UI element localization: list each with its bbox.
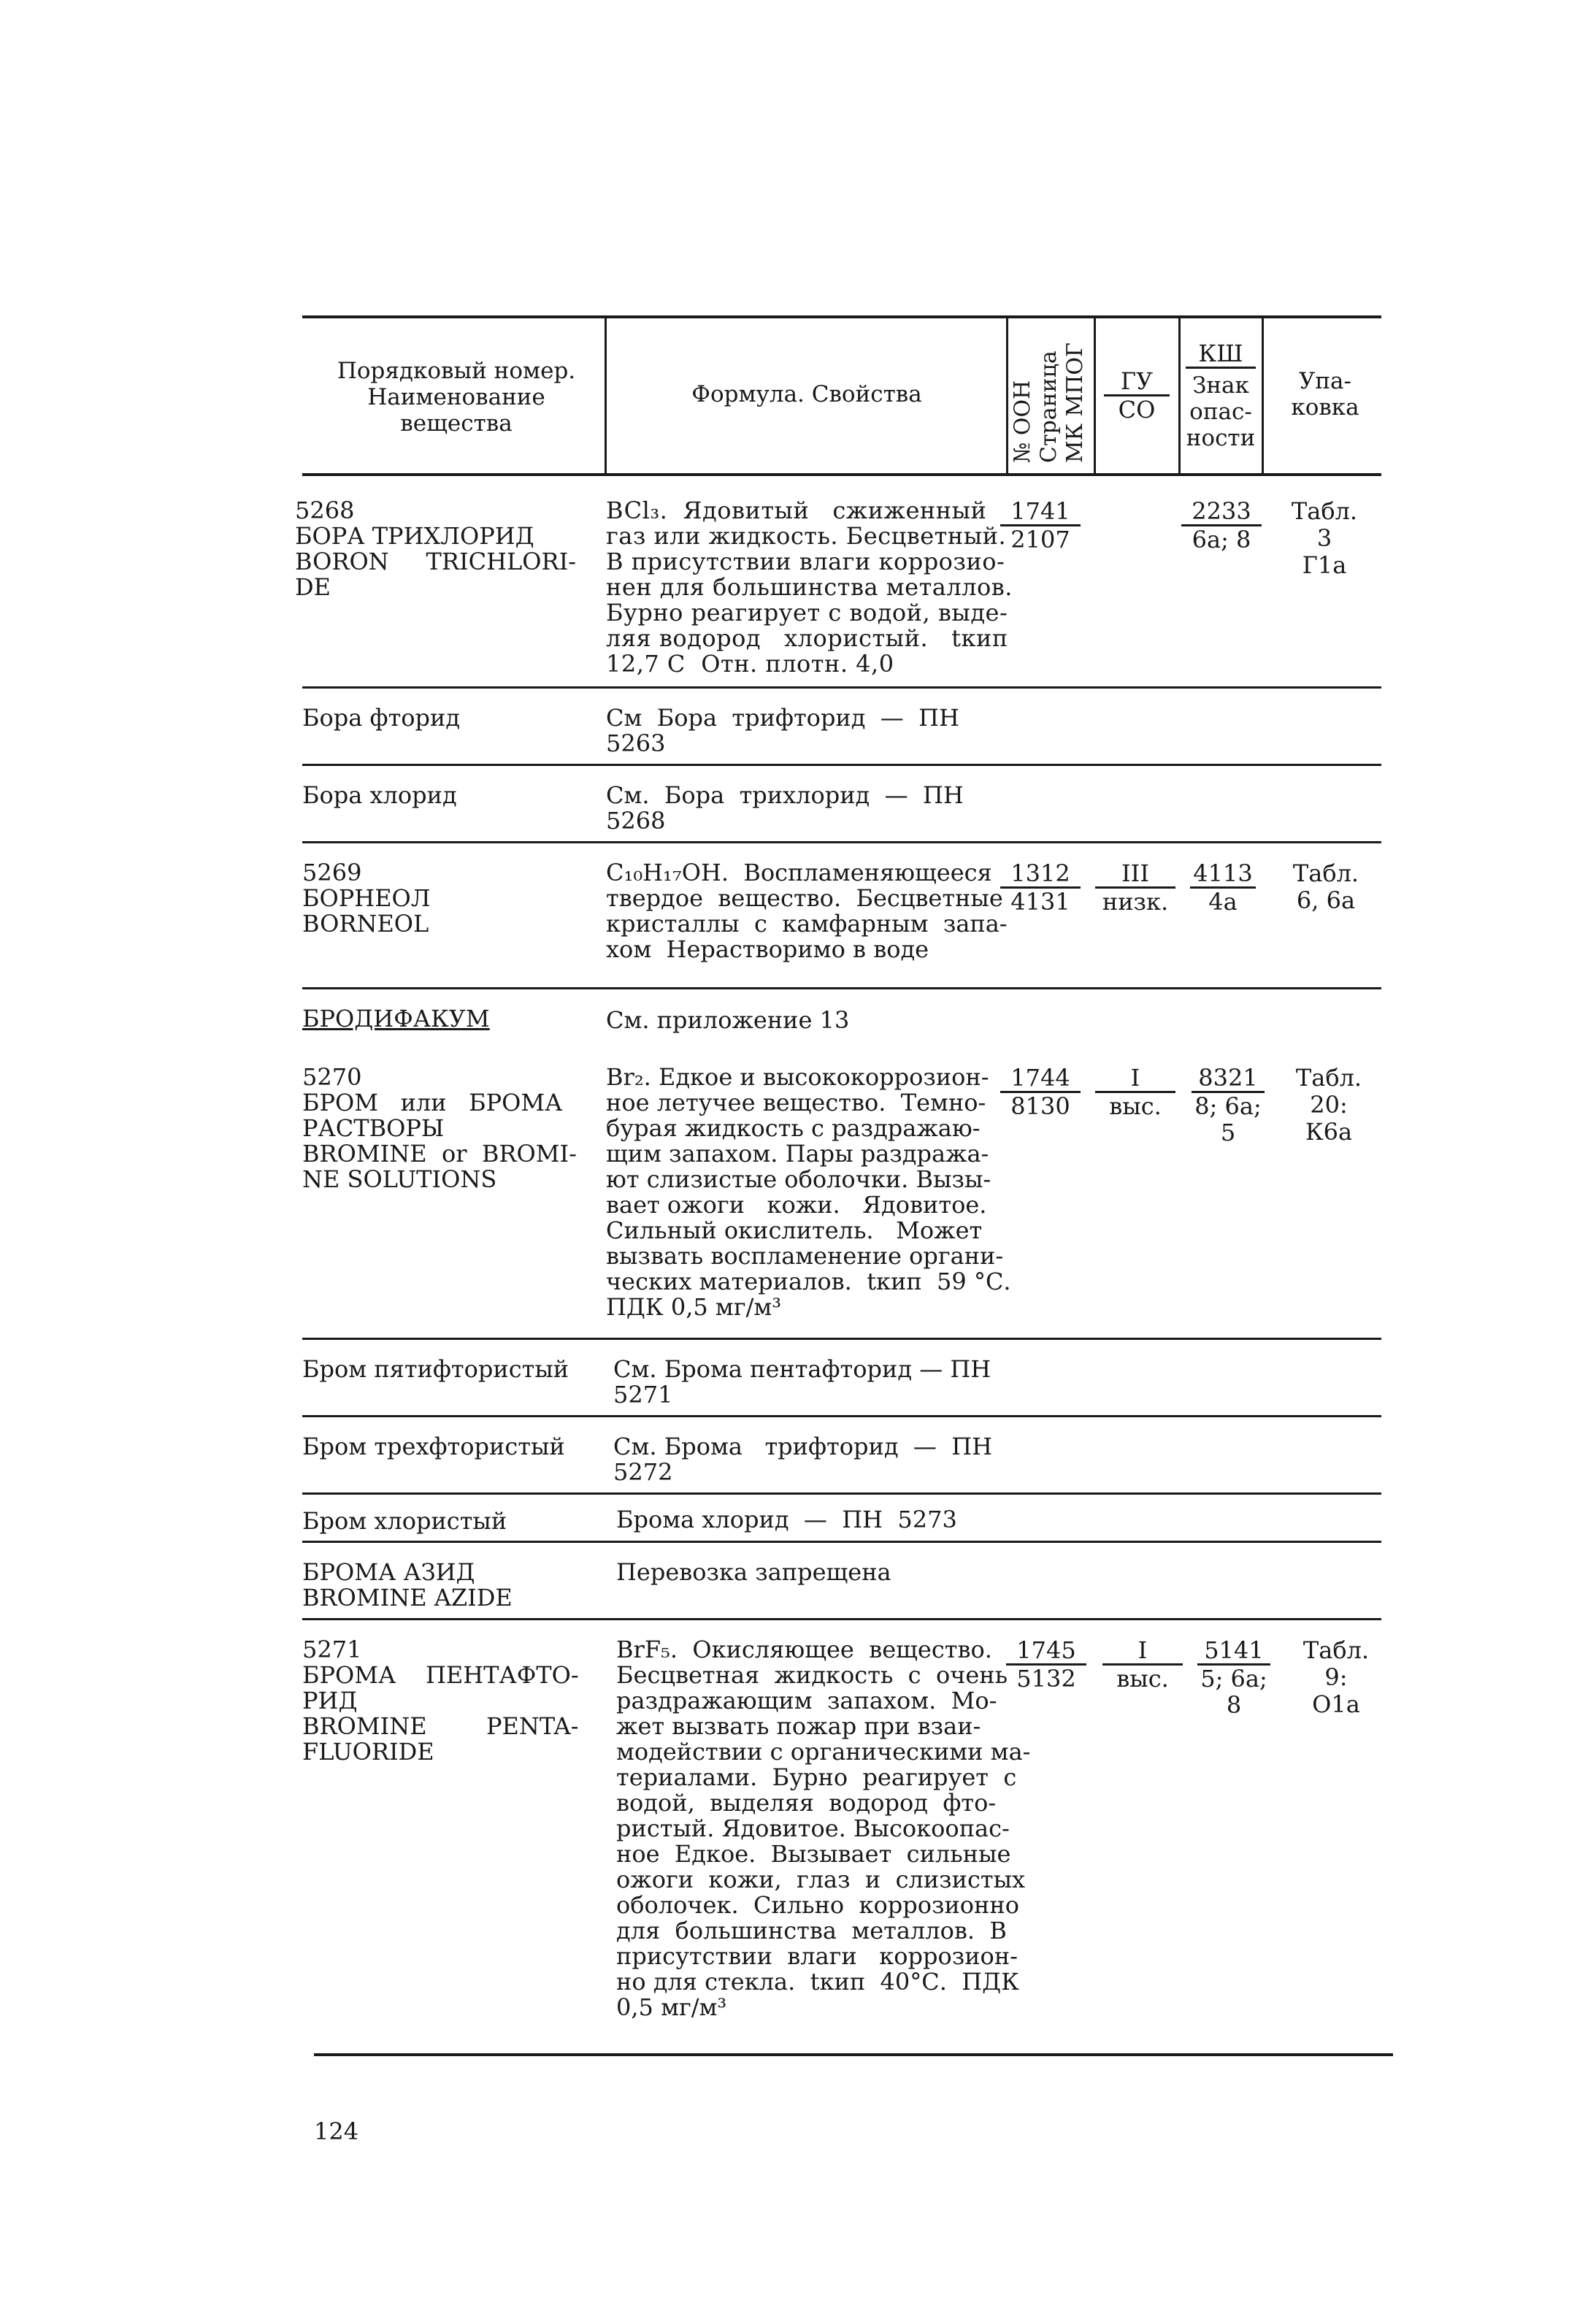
entry-5268-un: $\frac{1741}{2107}$ (1000, 498, 1081, 553)
entry-5269-name: 5269 БОРНЕОЛ BORNEOL (302, 859, 431, 938)
entry-5268-ksh: 2233 6а; 8 (1181, 498, 1262, 553)
entry-bora-hlorid-name: Бора хлорид (302, 781, 457, 809)
header-gu: ГУ (1104, 368, 1170, 396)
header-col-page: Страница (1036, 350, 1062, 463)
entry-bora-ftorid-name: Бора фторид (302, 704, 461, 732)
entry-5270-props: Br₂. Едкое и высококоррозион- ное летучее вещество. Темно- бурая жидкость с раздражаю- щим запахом. Пары раздража- ют слизистые оболочки. Вызы- вает ожоги кожи. Ядовитое. Сильный окислитель. Может вызвать воспламенение органи- ческих материалов. tкип 59 °С. ПДК 0,5 мг/м³ (606, 1063, 1011, 1321)
header-divider-2 (1006, 315, 1008, 473)
entry-5270-ksh: 8321 8; 6а; 5 (1192, 1065, 1265, 1146)
header-col-name: Порядковый номер. Наименование вещества (337, 358, 576, 437)
row-rule (302, 841, 1381, 843)
header-bottom-rule (302, 473, 1381, 476)
entry-bora-ftorid-props: См Бора трифторид — ПН 5263 (606, 704, 959, 757)
entry-5268-pack: Табл. 3 Г1а (1291, 497, 1358, 579)
entry-5270-pack: Табл. 20: К6а (1295, 1064, 1362, 1146)
row-rule (302, 686, 1381, 689)
table-top-rule (302, 315, 1381, 318)
row-rule (302, 1415, 1381, 1417)
entry-5270-gu: I выс. (1095, 1065, 1175, 1119)
header-col-un: № ООН (1010, 380, 1035, 463)
entry-5271-name: 5271 БРОМА ПЕНТАФТО- РИД BROMINE PENTA- FLUORIDE (302, 1636, 579, 1766)
entry-5269-props: C₁₀H₁₇OH. Воспламеняющееся твердое вещество. Бесцветные кристаллы с камфарным запа- хом Нерастворимо в воде (606, 859, 1008, 963)
entry-brom-hlor-props: Брома хлорид — ПН 5273 (616, 1506, 957, 1533)
entry-brom-pentaftor-name: Бром пятифтористый (302, 1355, 569, 1383)
header-divider-4 (1178, 315, 1181, 473)
entry-5268-name: 5268 БОРА ТРИХЛОРИД BORON TRICHLORI- DE (295, 497, 577, 601)
entry-5270-un: $\frac{1744}{8130}$ (1000, 1065, 1081, 1119)
entry-brom-hlor-name: Бром хлористый (302, 1507, 507, 1535)
header-col-pack: Упа- ковка (1291, 368, 1359, 421)
entry-broma-azid-props: Перевозка запрещена (616, 1558, 891, 1586)
entry-5270-name: 5270 БРОМ или БРОМА РАСТВОРЫ BROMINE or BROMI- NE SOLUTIONS (302, 1063, 577, 1193)
row-rule (302, 1492, 1381, 1495)
entry-5271-gu: I выс. (1102, 1637, 1183, 1692)
entry-brom-pentaftor-props: См. Брома пентафторид — ПН 5271 (613, 1355, 991, 1409)
header-col-mk: МК МПОГ (1062, 342, 1088, 463)
entry-bora-hlorid-props: См. Бора трихлорид — ПН 5268 (606, 781, 964, 835)
header-divider-3 (1094, 315, 1096, 473)
entry-5268-props: BCl₃. Ядовитый сжиженный газ или жидкость. Бесцветный. В присутствии влаги коррозио- нен для большинства металлов. Бурно реагирует с водой, выде- ляя водород хлористый. tкип 12,7 С Отн. плотн. 4,0 (606, 497, 1013, 678)
page-number: 124 (314, 2118, 359, 2145)
entry-brom-triftor-props: См. Брома трифторид — ПН 5272 (613, 1433, 993, 1486)
entry-brom-triftor-name: Бром трехфтористый (302, 1433, 565, 1460)
row-rule (302, 1541, 1381, 1543)
header-divider-5 (1262, 315, 1264, 473)
header-col-ksh (1186, 340, 1256, 369)
header-ksh: КШ (1186, 340, 1256, 369)
table-bottom-rule (314, 2053, 1393, 2056)
header-divider-1 (605, 315, 607, 473)
header-co: СО (1118, 396, 1156, 424)
row-rule (302, 764, 1381, 766)
header-hazard-sign: Знак опас- ности (1186, 372, 1256, 451)
row-rule (302, 1338, 1381, 1340)
entry-brodifakum-name: БРОДИФАКУМ (302, 1005, 490, 1032)
entry-5269-ksh: 4113 4а (1190, 860, 1256, 915)
entry-5271-props: BrF₅. Окисляющее вещество. Бесцветная жидкость с очень раздражающим запахом. Мо- жет вызвать пожар при взаи- модействии с органическими ма- териалами. Бурно реагирует с водой, выделяя водород фто- ристый. Ядовитое. Высокоопас- ное Едкое. Вызывает сильные ожоги кожи, глаз и слизистых оболочек. Сильно коррозионно для большинства металлов. В присутствии влаги коррозион- но для стекла. tкип 40°С. ПДК 0,5 мг/м³ (616, 1636, 1031, 2021)
entry-5271-ksh: 5141 5; 6а; 8 (1197, 1637, 1270, 1718)
entry-5269-un: $\frac{1312}{4131}$ (1000, 860, 1081, 915)
entry-5269-gu: III низк. (1095, 860, 1175, 915)
entry-5269-pack: Табл. 6, 6а (1292, 859, 1359, 914)
row-rule (302, 1618, 1381, 1620)
entry-broma-azid-name: БРОМА АЗИД BROMINE AZIDE (302, 1558, 513, 1611)
entry-5271-pack: Табл. 9: О1а (1302, 1636, 1370, 1718)
entry-brodifakum-props: См. приложение 13 (606, 1006, 850, 1034)
header-col-gu-co (1104, 368, 1170, 423)
header-col-formula: Формула. Свойства (691, 381, 922, 407)
row-rule (302, 987, 1381, 989)
entry-5271-un: $\frac{1745}{5132}$ (1006, 1637, 1086, 1692)
